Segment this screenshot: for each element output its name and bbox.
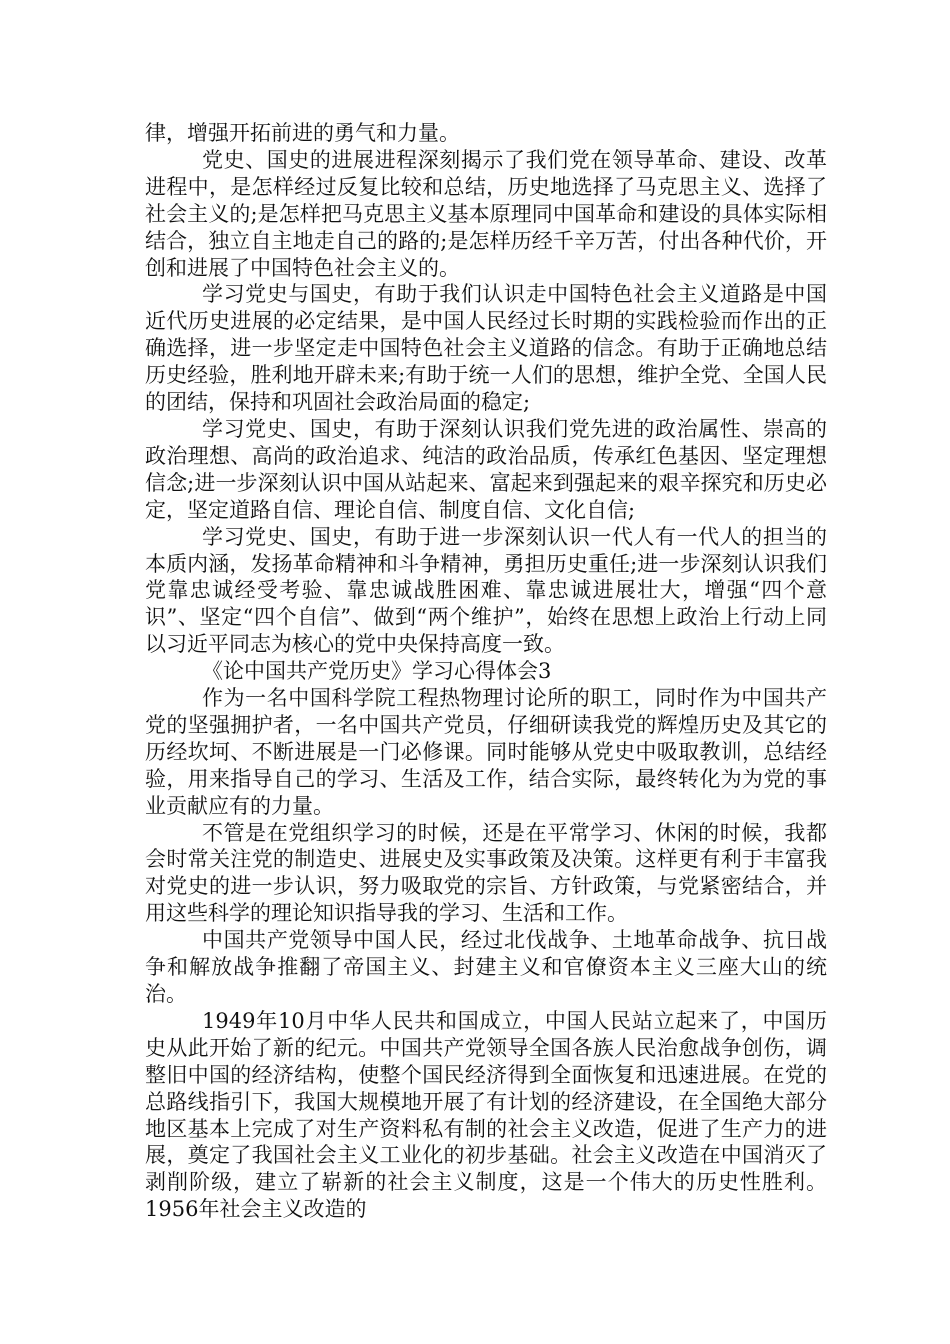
paragraph-6: 作为一名中国科学院工程热物理讨论所的职工，同时作为中国共产党的坚强拥护者，一名中国共产党员，仔细研读我党的辉煌历史及其它的历经坎坷、不断进展是一门必修课。同时能够从党史中吸取教训，总结经验，用来指导自己的学习、生活及工作，结合实际，最终转化为为党的事业贡献应有的力量。 (145, 686, 827, 818)
paragraph-5: 学习党史、国史，有助于进一步深刻认识一代人有一代人的担当的本质内涵，发扬革命精神和斗争精神，勇担历史重任;进一步深刻认识我们党靠忠诚经受考验、靠忠诚战胜困难、靠忠诚进展壮大，增强“四个意识”、坚定“四个自信”、做到“两个维护”，始终在思想上政治上行动上同以习近平同志为核心的党中央保持高度一致。 (145, 524, 827, 657)
paragraph-1: 律，增强开拓前进的勇气和力量。 (145, 121, 460, 145)
document-page (145, 120, 827, 1223)
paragraph-2: 党史、国史的进展进程深刻揭示了我们党在领导革命、建设、改革进程中，是怎样经过反复比较和总结，历史地选择了马克思主义、选择了社会主义的;是怎样把马克思主义基本原理同中国革命和建设的具体实际相结合，独立自主地走自己的路的;是怎样历经千辛万苦，付出各种代价，开创和进展了中国特色社会主义的。 (145, 147, 827, 280)
paragraph-9: 1949年10月中华人民共和国成立，中国人民站立起来了，中国历史从此开始了新的纪元。中国共产党领导全国各族人民治愈战争创伤，调整旧中国的经济结构，使整个国民经济得到全面恢复和迅速进展。在党的总路线指引下，我国大规模地开展了有计划的经济建设，在全国绝大部分地区基本上完成了对生产资料私有制的社会主义改造，促进了生产力的进展，奠定了我国社会主义工业化的初步基础。社会主义改造在中国消灭了剥削阶级，建立了崭新的社会主义制度，这是一个伟大的历史性胜利。1956年社会主义改造的 (145, 1008, 827, 1222)
paragraph-3: 学习党史与国史，有助于我们认识走中国特色社会主义道路是中国近代历史进展的必定结果，是中国人民经过长时期的实践检验而作出的正确选择，进一步坚定走中国特色社会主义道路的信念。有助于正确地总结历史经验，胜利地开辟未来;有助于统一人们的思想，维护全党、全国人民的团结，保持和巩固社会政治局面的稳定; (145, 282, 827, 415)
paragraph-4: 学习党史、国史，有助于深刻认识我们党先进的政治属性、崇高的政治理想、高尚的政治追求、纯洁的政治品质，传承红色基因、坚定理想信念;进一步深刻认识中国从站起来、富起来到强起来的艰辛探究和历史必定，坚定道路自信、理论自信、制度自信、文化自信; (145, 416, 827, 522)
section-title: 《论中国共产党历史》学习心得体会3 (202, 659, 552, 684)
paragraph-8: 中国共产党领导中国人民，经过北伐战争、土地革命战争、抗日战争和解放战争推翻了帝国主义、封建主义和官僚资本主义三座大山的统治。 (145, 928, 827, 1006)
paragraph-7: 不管是在党组织学习的时候，还是在平常学习、休闲的时候，我都会时常关注党的制造史、进展史及实事政策及决策。这样更有利于丰富我对党史的进一步认识，努力吸取党的宗旨、方针政策，与党紧密结合，并用这些科学的理论知识指导我的学习、生活和工作。 (145, 820, 827, 926)
